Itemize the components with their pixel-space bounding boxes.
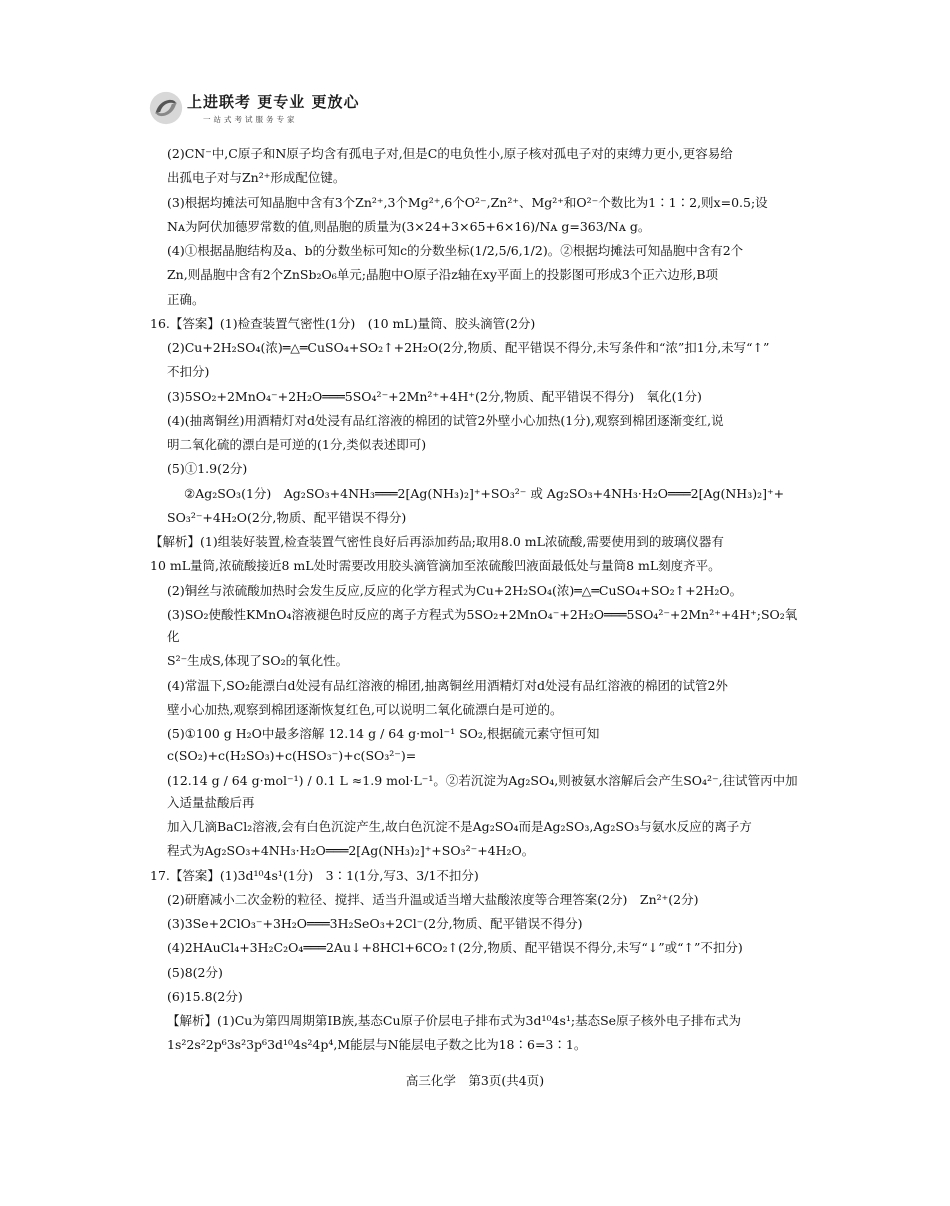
text-line: Nᴀ为阿伏加德罗常数的值,则晶胞的质量为(3×24+3×65+6×16)/Nᴀ g=363/Nᴀ g。 xyxy=(167,218,651,234)
logo-subtitle: 一站式考试服务专家 xyxy=(203,115,298,124)
text-line: (3)根据均摊法可知晶胞中含有3个Zn²⁺,3个Mg²⁺,6个O²⁻,Zn²⁺、Mg²⁺和O²⁻个数比为1∶1∶2,则x=0.5;设 xyxy=(167,194,768,210)
text-line: (5)①100 g H₂O中最多溶解 12.14 g / 64 g·mol⁻¹ SO₂,根据硫元素守恒可知c(SO₂)+c(H₂SO₃)+c(HSO₃⁻)+c(SO₃²⁻)= xyxy=(167,726,600,764)
text-line: 1s²2s²2p⁶3s²3p⁶3d¹⁰4s²4p⁴,M能层与N能层电子数之比为18∶6=3∶1。 xyxy=(167,1037,587,1053)
analysis-16: 【解析】(1)组装好装置,检查装置气密性良好后再添加药品;取用8.0 mL浓硫酸,需要使用到的玻璃仪器有 xyxy=(150,534,724,549)
text-line: (4)①根据晶胞结构及a、b的分数坐标可知c的分数坐标(1/2,5/6,1/2)。②根据均摊法可知晶胞中含有2个 xyxy=(167,243,744,258)
text-line: 正确。 xyxy=(167,291,205,307)
text-line: (2)研磨减小二次金粉的粒径、搅拌、适当升温或适当增大盐酸浓度等合理答案(2分) Zn²⁺(2分) xyxy=(167,891,699,907)
text-line: 程式为Ag₂SO₃+4NH₃·H₂O═══2[Ag(NH₃)₂]⁺+SO₃²⁻+4H₂O。 xyxy=(167,843,535,859)
text-line: (3)5SO₂+2MnO₄⁻+2H₂O═══5SO₄²⁻+2Mn²⁺+4H⁺(2分,物质、配平错误不得分) 氧化(1分) xyxy=(167,388,702,404)
text-line: 10 mL量筒,浓硫酸接近8 mL处时需要改用胶头滴管滴加至浓硫酸凹液面最低处与量筒8 mL刻度齐平。 xyxy=(150,558,721,574)
text-line: (6)15.8(2分) xyxy=(167,988,243,1004)
text-line: 不扣分) xyxy=(167,364,210,380)
text-line: S²⁻生成S,体现了SO₂的氧化性。 xyxy=(167,653,349,669)
text-line: (4)2HAuCl₄+3H₂C₂O₄═══2Au↓+8HCl+6CO₂↑(2分,物质、配平错误不得分,未写“↓”或“↑”不扣分) xyxy=(167,940,743,956)
text-line: 加入几滴BaCl₂溶液,会有白色沉淀产生,故白色沉淀不是Ag₂SO₄而是Ag₂SO₃,Ag₂SO₃与氨水反应的离子方 xyxy=(167,819,752,834)
text-line: 明二氧化硫的漂白是可逆的(1分,类似表述即可) xyxy=(167,437,427,452)
text-line: (2)Cu+2H₂SO₄(浓)═△═CuSO₄+SO₂↑+2H₂O(2分,物质、配平错误不得分,未写条件和“浓”扣1分,未写“↑” xyxy=(167,340,770,355)
text-line: (3)SO₂使酸性KMnO₄溶液褪色时反应的离子方程式为5SO₂+2MnO₄⁻+2H₂O═══5SO₄²⁻+2Mn²⁺+4H⁺;SO₂氧化 xyxy=(167,606,798,644)
text-line: Zn,则晶胞中含有2个ZnSb₂O₆单元;晶胞中O原子沿z轴在xy平面上的投影图可形成3个正六边形,B项 xyxy=(167,267,719,283)
question-17-answer: 17.【答案】(1)3d¹⁰4s¹(1分) 3∶1(1分,写3、3/1不扣分) xyxy=(150,867,479,883)
logo-title: 上进联考 更专业 更放心 xyxy=(187,93,360,111)
answer-content xyxy=(150,143,808,1059)
text-line: (2)铜丝与浓硫酸加热时会发生反应,反应的化学方程式为Cu+2H₂SO₄(浓)═△═CuSO₄+SO₂↑+2H₂O。 xyxy=(167,582,743,598)
text-line: (12.14 g / 64 g·mol⁻¹) / 0.1 L ≈1.9 mol·L⁻¹。②若沉淀为Ag₂SO₄,则被氨水溶解后会产生SO₄²⁻,往试管丙中加入适量盐酸后再 xyxy=(167,772,798,810)
logo-swirl-icon xyxy=(147,89,185,127)
text-line: (4)常温下,SO₂能漂白d处浸有品红溶液的棉团,抽离铜丝用酒精灯对d处浸有品红溶液的棉团的试管2外 xyxy=(167,677,728,693)
text-line: (4)(抽离铜丝)用酒精灯对d处浸有品红溶液的棉团的试管2外壁小心加热(1分),观察到棉团逐渐变红,说 xyxy=(167,412,724,428)
text-line: (5)8(2分) xyxy=(167,964,223,980)
text-line: SO₃²⁻+4H₂O(2分,物质、配平错误不得分) xyxy=(167,509,407,525)
question-16-answer: 16.【答案】(1)检查装置气密性(1分) (10 mL)量筒、胶头滴管(2分) xyxy=(150,315,536,331)
text-line: 出孤电子对与Zn²⁺形成配位键。 xyxy=(167,170,346,186)
brand-logo xyxy=(147,87,360,131)
text-line: 壁小心加热,观察到棉团逐渐恢复红色,可以说明二氧化硫漂白是可逆的。 xyxy=(167,701,563,717)
text-line: (2)CN⁻中,C原子和N原子均含有孤电子对,但是C的电负性小,原子核对孤电子对的束缚力更小,更容易给 xyxy=(167,146,733,161)
text-line: (3)3Se+2ClO₃⁻+3H₂O═══3H₂SeO₃+2Cl⁻(2分,物质、配平错误不得分) xyxy=(167,916,583,931)
page-footer: 高三化学 第3页(共4页) xyxy=(405,1073,545,1088)
analysis-17: 【解析】(1)Cu为第四周期第ⅠB族,基态Cu原子价层电子排布式为3d¹⁰4s¹;基态Se原子核外电子排布式为 xyxy=(167,1013,742,1028)
text-line: (5)①1.9(2分) xyxy=(167,461,248,477)
text-line: ②Ag₂SO₃(1分) Ag₂SO₃+4NH₃═══2[Ag(NH₃)₂]⁺+SO₃²⁻ 或 Ag₂SO₃+4NH₃·H₂O═══2[Ag(NH₃)₂]⁺+ xyxy=(184,485,785,501)
